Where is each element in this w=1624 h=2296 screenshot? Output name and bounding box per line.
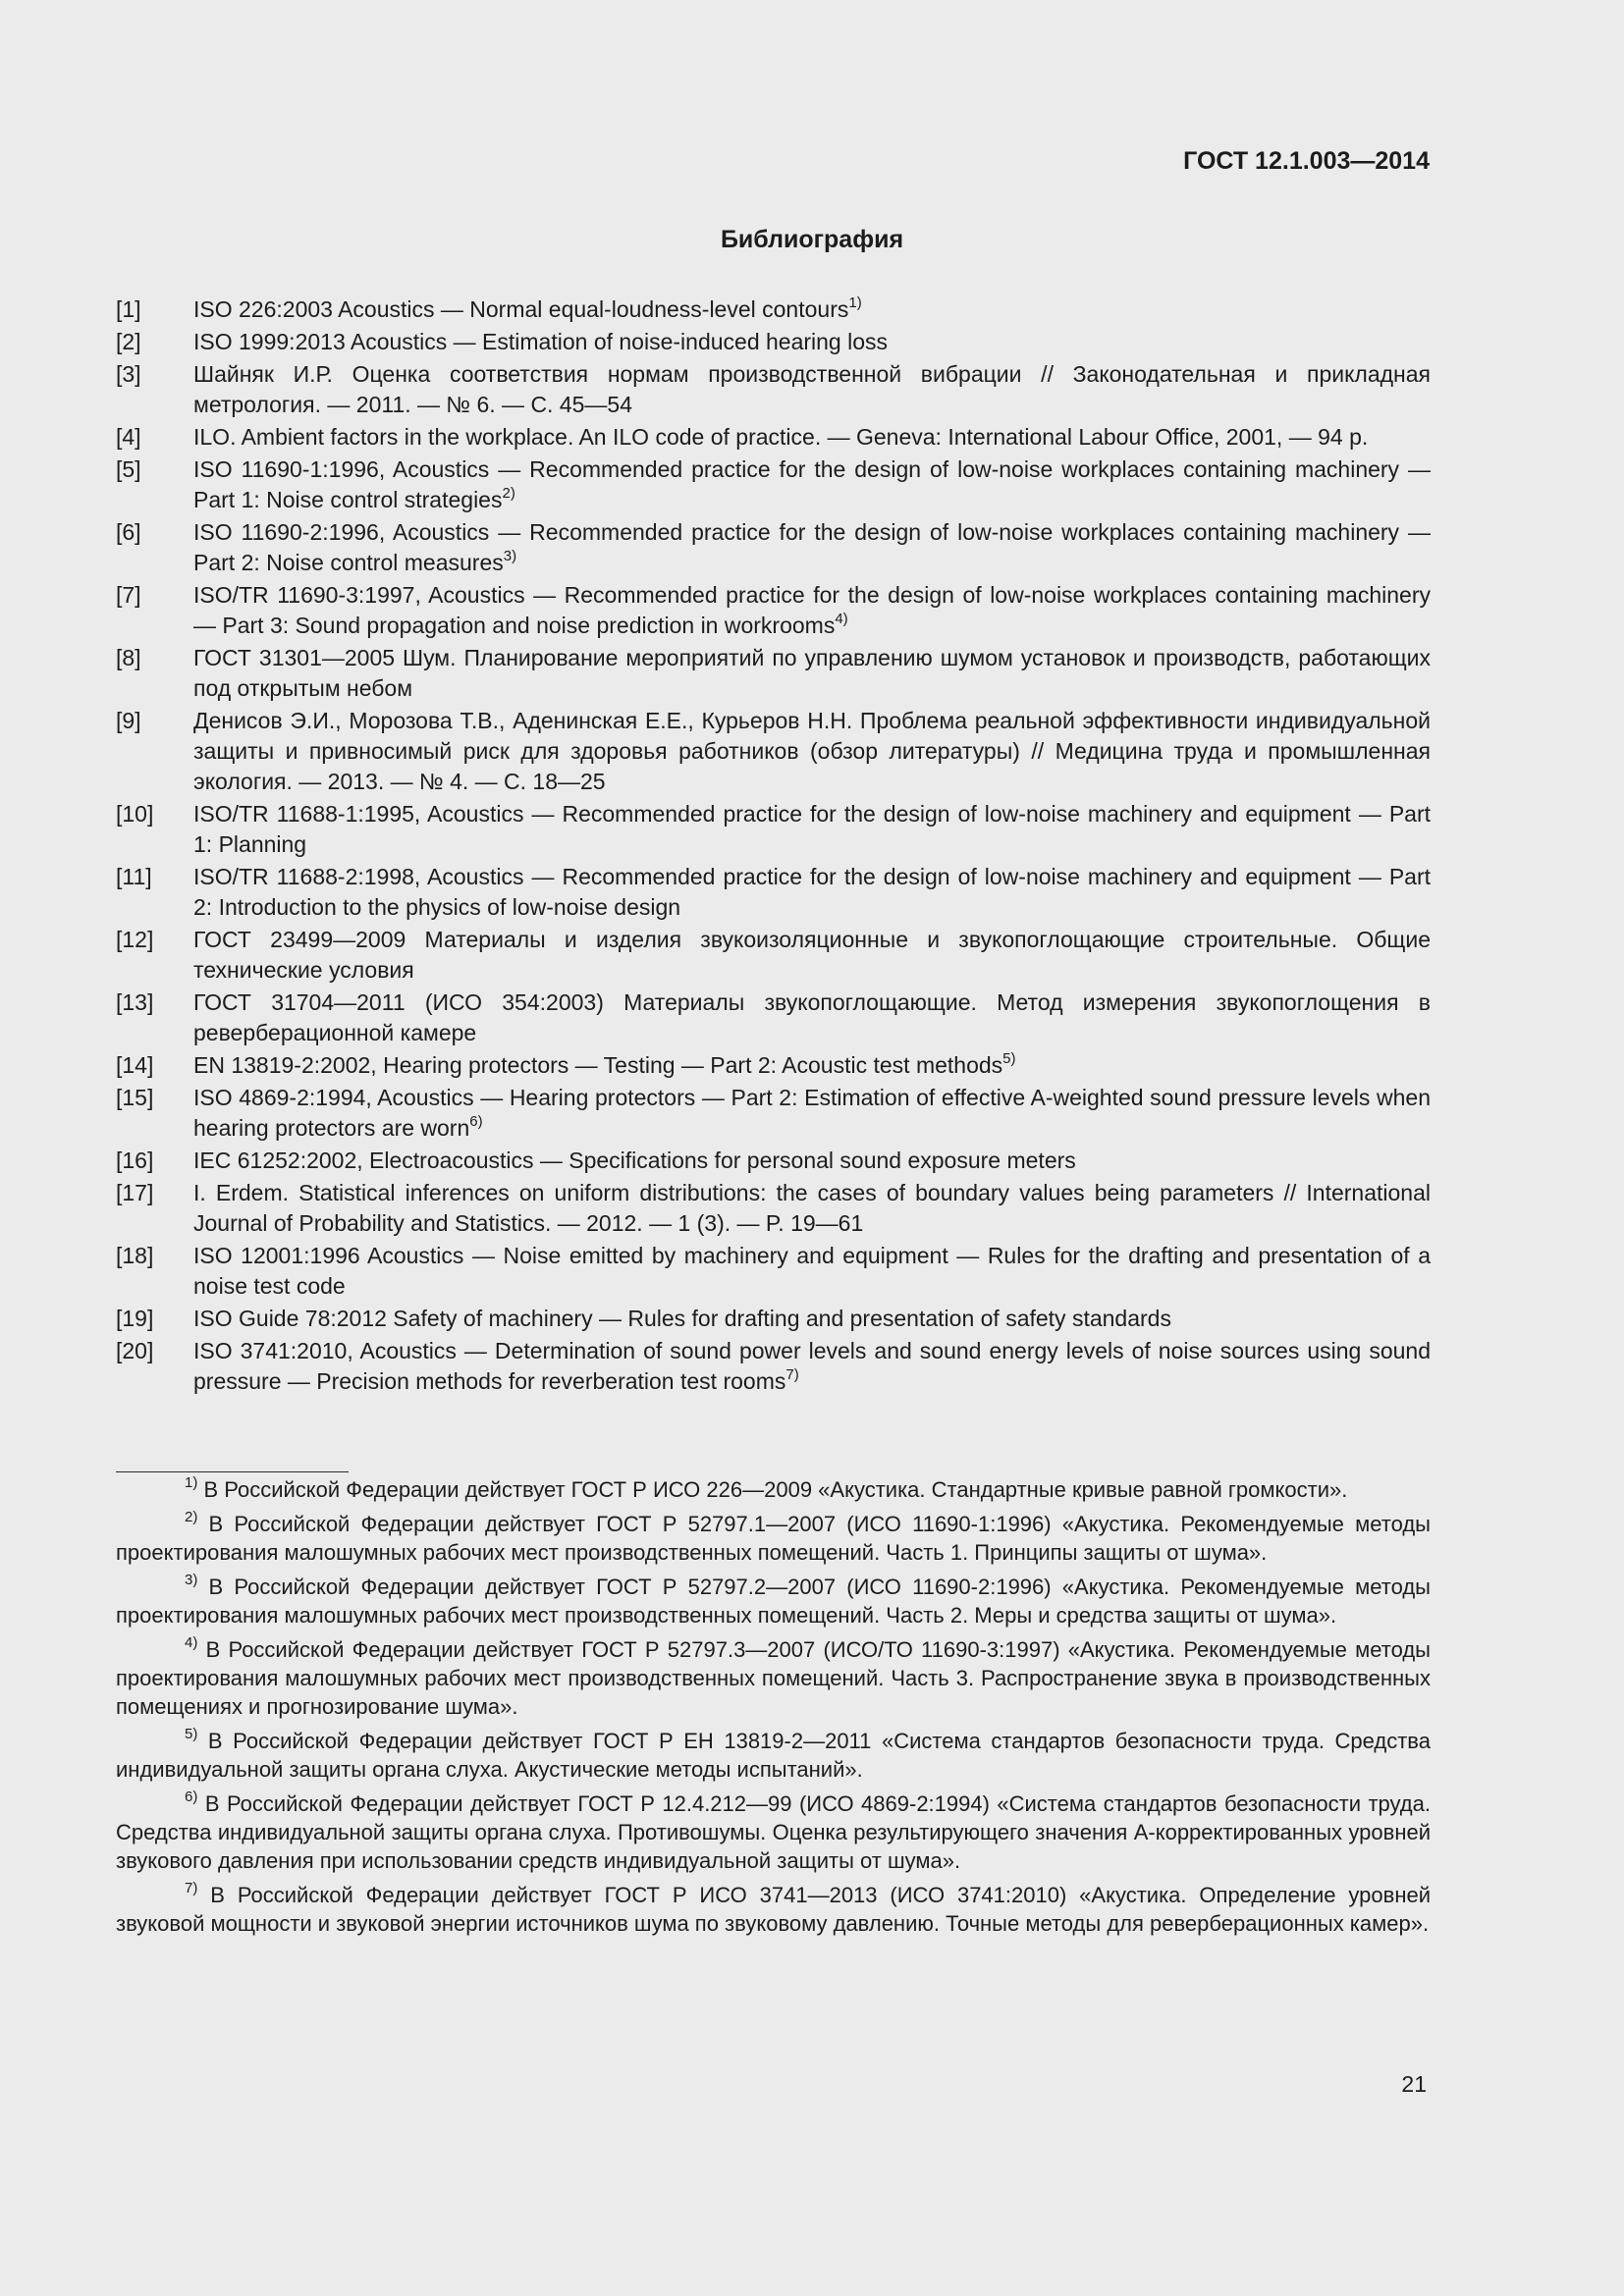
reference-body: ISO/TR 11688-2:1998, Acoustics — Recommended practice for the design of low-noise machinery and equipment — Part 2: Introduction to the physics of low-noise design [193,864,1431,920]
reference-body: Денисов Э.И., Морозова Т.В., Аденинская Е.Е., Курьеров Н.Н. Проблема реальной эффективности индивидуальной защиты и привносимый риск для здоровья работников (обзор литературы) // Медицина труда и промышленная экология. — 2013. — № 4. — С. 18—25 [193,708,1431,794]
reference-number: [13] [116,989,154,1015]
reference-text [193,799,1431,860]
footnote-item [116,1789,1431,1875]
reference-item [116,925,1431,986]
reference-body: ISO 3741:2010, Acoustics — Determination of sound power levels and sound energy levels of noise sources using sound pressure — Precision methods for reverberation test rooms [193,1338,1431,1394]
reference-number: [17] [116,1180,154,1205]
footnote-mark: 5) [185,1726,198,1742]
footnote-marker: 5) [1002,1050,1016,1067]
reference-text [193,359,1431,420]
reference-body: ISO 4869-2:1994, Acoustics — Hearing protectors — Part 2: Estimation of effective A-weighted sound pressure levels when hearing protectors are worn [193,1085,1431,1141]
reference-body: IEC 61252:2002, Electroacoustics — Specifications for personal sound exposure meters [193,1148,1076,1173]
reference-text [193,517,1431,578]
reference-text [193,925,1431,986]
reference-number: [9] [116,708,141,733]
footnote-marker: 4) [835,611,848,627]
reference-item [116,517,1431,578]
reference-item [116,1083,1431,1144]
footnote-text: В Российской Федерации действует ГОСТ Р 12.4.212—99 (ИСО 4869-2:1994) «Система стандартов безопасности труда. Средства индивидуальной защиты органа слуха. Противошумы. Оценка результирующего значения А-корректированных уровней звукового давления при использовании средств индивидуальной защиты от шума». [116,1791,1431,1873]
footnote-mark: 4) [185,1634,198,1651]
footnote-text: В Российской Федерации действует ГОСТ Р ЕН 13819-2—2011 «Система стандартов безопасности труда. Средства индивидуальной защиты органа слуха. Акустические методы испытаний». [116,1729,1431,1782]
reference-list [116,294,1431,1399]
reference-number: [5] [116,456,141,482]
footnote-mark: 1) [185,1474,198,1491]
reference-item [116,1336,1431,1397]
reference-item [116,1241,1431,1302]
reference-text [193,1146,1431,1176]
reference-item [116,1146,1431,1176]
footnote-marker: 6) [469,1113,483,1130]
footnote-marker: 2) [502,485,515,502]
reference-number: [18] [116,1243,154,1268]
reference-body: ISO 226:2003 Acoustics — Normal equal-loudness-level contours [193,296,849,322]
reference-body: ISO 12001:1996 Acoustics — Noise emitted by machinery and equipment — Rules for the drafting and presentation of a noise test code [193,1243,1431,1299]
footnote-text: В Российской Федерации действует ГОСТ Р 52797.2—2007 (ИСО 11690-2:1996) «Акустика. Рекомендуемые методы проектирования малошумных рабочих мест производственных помещений. Часть 2. Меры и средства защиты от шума». [116,1575,1431,1628]
reference-number: [14] [116,1052,154,1078]
reference-body: ГОСТ 31704—2011 (ИСО 354:2003) Материалы звукопоглощающие. Метод измерения звукопоглощения в реверберационной камере [193,989,1431,1045]
reference-text [193,1050,1431,1081]
reference-text [193,1336,1431,1397]
reference-text [193,1083,1431,1144]
reference-number: [12] [116,927,154,952]
footnote-item [116,1635,1431,1721]
footnote-item [116,1573,1431,1629]
reference-text [193,988,1431,1048]
reference-item [116,862,1431,923]
reference-text [193,1304,1431,1334]
reference-number: [4] [116,424,141,450]
reference-item [116,988,1431,1048]
reference-number: [19] [116,1306,154,1331]
footnote-text: В Российской Федерации действует ГОСТ Р ИСО 3741—2013 (ИСО 3741:2010) «Акустика. Определение уровней звуковой мощности и звуковой энергии источников шума по звуковому давлению. Точные методы для реверберационных камер». [116,1883,1431,1936]
page-number: 21 [1401,2071,1427,2097]
footnote-mark: 3) [185,1572,198,1588]
reference-body: I. Erdem. Statistical inferences on uniform distributions: the cases of boundary values being parameters // International Journal of Probability and Statistics. — 2012. — 1 (3). — P. 19—61 [193,1180,1431,1236]
footnote-divider [116,1471,349,1472]
reference-body: ISO Guide 78:2012 Safety of machinery — Rules for drafting and presentation of safety standards [193,1306,1171,1331]
reference-number: [20] [116,1338,154,1363]
reference-item [116,643,1431,704]
reference-body: ISO/TR 11688-1:1995, Acoustics — Recommended practice for the design of low-noise machinery and equipment — Part 1: Planning [193,801,1431,857]
reference-body: EN 13819-2:2002, Hearing protectors — Testing — Part 2: Acoustic test methods [193,1052,1003,1078]
reference-item [116,359,1431,420]
reference-text [193,327,1431,357]
reference-item [116,294,1431,325]
reference-number: [11] [116,864,152,889]
bibliography-title: Библиография [720,226,904,253]
reference-text [193,643,1431,704]
reference-text [193,580,1431,641]
reference-item [116,1304,1431,1334]
reference-number: [8] [116,645,141,670]
reference-number: [2] [116,329,141,354]
footnote-marker: 7) [785,1366,799,1383]
reference-number: [6] [116,519,141,545]
reference-body: ISO 11690-2:1996, Acoustics — Recommended practice for the design of low-noise workplaces containing machinery — Part 2: Noise control measures [193,519,1431,575]
reference-item [116,706,1431,797]
reference-body: ГОСТ 31301—2005 Шум. Планирование мероприятий по управлению шумом установок и производств, работающих под открытым небом [193,645,1431,701]
reference-body: ISO 1999:2013 Acoustics — Estimation of noise-induced hearing loss [193,329,889,354]
reference-body: ГОСТ 23499—2009 Материалы и изделия звукоизоляционные и звукопоглощающие строительные. Общие технические условия [193,927,1431,983]
reference-text [193,294,1431,325]
footnote-item [116,1881,1431,1938]
footnote-text: В Российской Федерации действует ГОСТ Р 52797.1—2007 (ИСО 11690-1:1996) «Акустика. Рекомендуемые методы проектирования малошумных рабочих мест производственных помещений. Часть 1. Принципы защиты от шума». [116,1512,1431,1565]
footnote-text: В Российской Федерации действует ГОСТ Р ИСО 226—2009 «Акустика. Стандартные кривые равной громкости». [203,1477,1348,1502]
footnote-marker: 3) [503,548,517,564]
reference-body: ILO. Ambient factors in the workplace. An ILO code of practice. — Geneva: International Labour Office, 2001, — 94 p. [193,424,1369,450]
footnote-mark: 2) [185,1509,198,1525]
reference-number: [16] [116,1148,154,1173]
standard-header: ГОСТ 12.1.003—2014 [1183,147,1430,175]
footnote-item [116,1727,1431,1784]
reference-number: [1] [116,296,141,322]
reference-item [116,422,1431,453]
footnote-list [116,1475,1431,1944]
reference-number: [7] [116,582,141,608]
reference-text [193,454,1431,515]
reference-text [193,422,1431,453]
footnote-item [116,1510,1431,1567]
reference-text [193,1178,1431,1239]
footnote-mark: 7) [185,1880,198,1896]
reference-item [116,1050,1431,1081]
footnote-mark: 6) [185,1789,198,1805]
footnote-marker: 1) [848,294,862,311]
reference-text [193,706,1431,797]
reference-item [116,799,1431,860]
reference-body: ISO/TR 11690-3:1997, Acoustics — Recommended practice for the design of low-noise workplaces containing machinery — Part 3: Sound propagation and noise prediction in workrooms [193,582,1431,638]
reference-item [116,327,1431,357]
footnote-text: В Российской Федерации действует ГОСТ Р 52797.3—2007 (ИСО/ТО 11690-3:1997) «Акустика. Рекомендуемые методы проектирования малошумных рабочих мест производственных помещений. Часть 3. Распространение звука в производственных помещениях и прогнозирование шума». [116,1637,1431,1719]
reference-number: [15] [116,1085,154,1110]
reference-item [116,1178,1431,1239]
footnote-item [116,1475,1431,1504]
reference-number: [3] [116,361,141,387]
reference-text [193,862,1431,923]
reference-body: ISO 11690-1:1996, Acoustics — Recommended practice for the design of low-noise workplaces containing machinery — Part 1: Noise control strategies [193,456,1431,512]
reference-text [193,1241,1431,1302]
reference-item [116,580,1431,641]
reference-number: [10] [116,801,154,827]
reference-body: Шайняк И.Р. Оценка соответствия нормам производственной вибрации // Законодательная и прикладная метрология. — 2011. — № 6. — С. 45—54 [193,361,1431,417]
reference-item [116,454,1431,515]
